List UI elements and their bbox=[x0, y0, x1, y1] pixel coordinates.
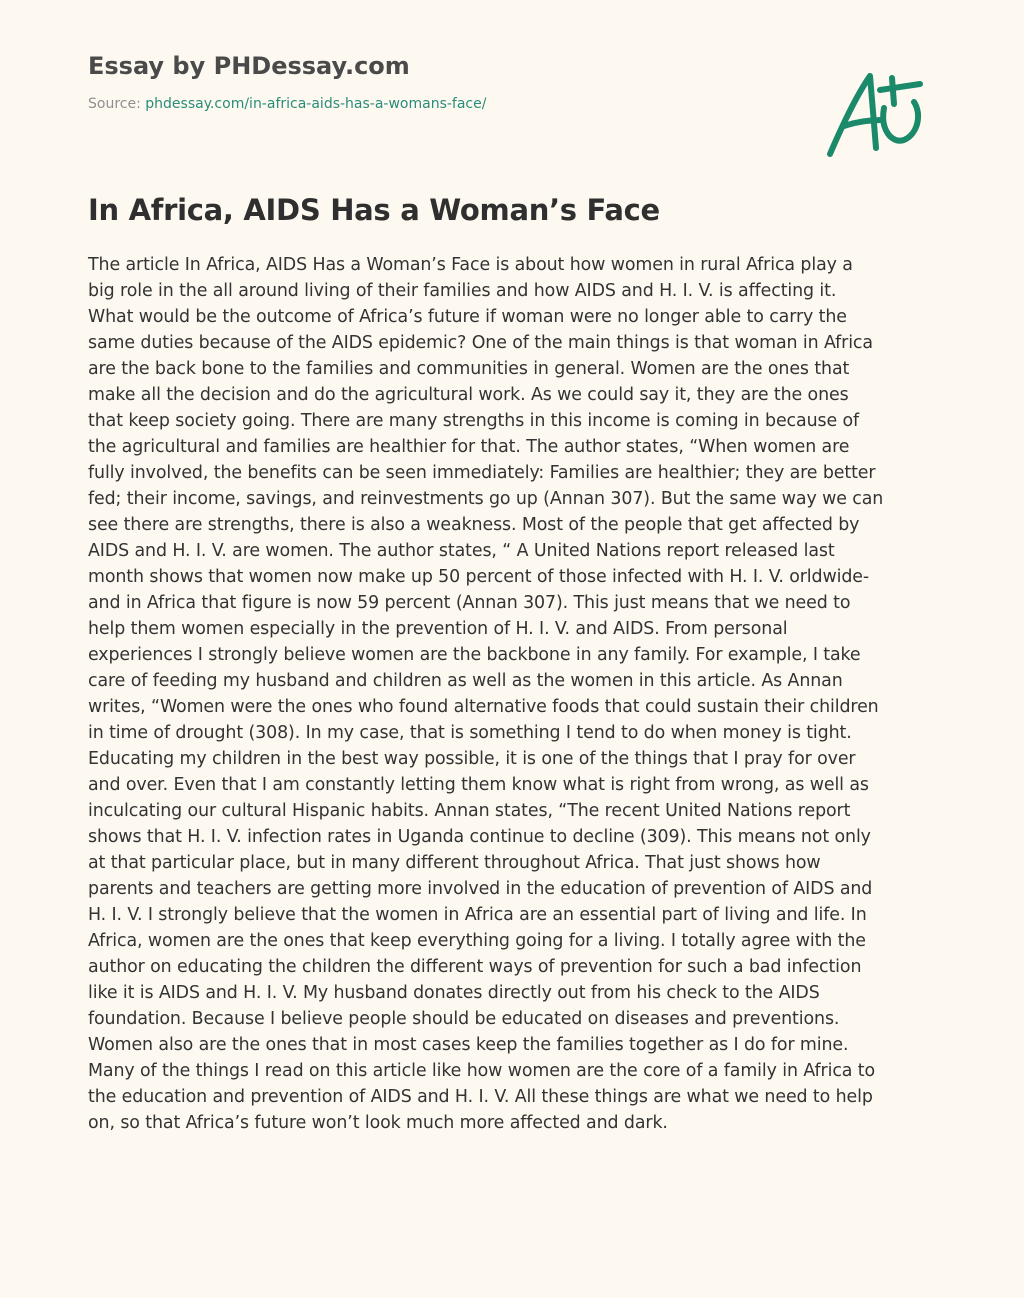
essay-line: are the back bone to the families and communities in general. Women are the ones that bbox=[88, 359, 850, 379]
essay-line: shows that H. I. V. infection rates in Uganda continue to decline (309). This means not only bbox=[88, 827, 871, 847]
essay-line: the education and prevention of AIDS and H. I. V. All these things are what we need to help bbox=[88, 1087, 873, 1107]
essay-body bbox=[88, 252, 948, 1136]
essay-line: Africa, women are the ones that keep everything going for a living. I totally agree with the bbox=[88, 931, 866, 951]
essay-line: on, so that Africa’s future won’t look much more affected and dark. bbox=[88, 1113, 668, 1133]
essay-line: same duties because of the AIDS epidemic? One of the main things is that woman in Africa bbox=[88, 333, 873, 353]
essay-line: big role in the all around living of their families and how AIDS and H. I. V. is affecting it. bbox=[88, 281, 837, 301]
essay-line: Many of the things I read on this article like how women are the core of a family in Africa to bbox=[88, 1061, 876, 1081]
essay-line: writes, “Women were the ones who found alternative foods that could sustain their children bbox=[88, 697, 879, 717]
source-label: Source: bbox=[88, 96, 146, 112]
essay-line: author on educating the children the different ways of prevention for such a bad infection bbox=[88, 957, 862, 977]
essay-line: AIDS and H. I. V. are women. The author states, “ A United Nations report released last bbox=[88, 541, 835, 561]
essay-line: Women also are the ones that in most cases keep the families together as I do for mine. bbox=[88, 1035, 849, 1055]
essay-line: care of feeding my husband and children as well as the women in this article. As Annan bbox=[88, 671, 843, 691]
essay-line: Educating my children in the best way possible, it is one of the things that I pray for over bbox=[88, 749, 856, 769]
essay-line: the agricultural and families are healthier for that. The author states, “When women are bbox=[88, 437, 850, 457]
source-line bbox=[88, 94, 486, 114]
essay-title: In Africa, AIDS Has a Woman’s Face bbox=[88, 193, 660, 227]
essay-line: and in Africa that figure is now 59 percent (Annan 307). This just means that we need to bbox=[88, 593, 851, 613]
essay-line: inculcating our cultural Hispanic habits. Annan states, “The recent United Nations report bbox=[88, 801, 851, 821]
essay-line: like it is AIDS and H. I. V. My husband donates directly out from his check to the AIDS bbox=[88, 983, 820, 1003]
essay-line: foundation. Because I believe people should be educated on diseases and preventions. bbox=[88, 1009, 840, 1029]
essay-line: H. I. V. I strongly believe that the women in Africa are an essential part of living and life. In bbox=[88, 905, 867, 925]
site-title: Essay by PHDessay.com bbox=[88, 52, 410, 80]
essay-line: fed; their income, savings, and reinvestments go up (Annan 307). But the same way we can bbox=[88, 489, 884, 509]
essay-line: make all the decision and do the agricultural work. As we could say it, they are the ones bbox=[88, 385, 849, 405]
essay-line: The article In Africa, AIDS Has a Woman’s Face is about how women in rural Africa play a bbox=[88, 255, 853, 275]
essay-line: see there are strengths, there is also a weakness. Most of the people that get affected by bbox=[88, 515, 860, 535]
page-header bbox=[88, 50, 486, 114]
essay-line: help them women especially in the prevention of H. I. V. and AIDS. From personal bbox=[88, 619, 788, 639]
essay-line: fully involved, the benefits can be seen immediately: Families are healthier; they are better bbox=[88, 463, 876, 483]
essay-line: at that particular place, but in many different throughout Africa. That just shows how bbox=[88, 853, 821, 873]
essay-line: month shows that women now make up 50 percent of those infected with H. I. V. orldwide- bbox=[88, 567, 870, 587]
essay-line: experiences I strongly believe women are the backbone in any family. For example, I take bbox=[88, 645, 861, 665]
essay-line: parents and teachers are getting more involved in the education of prevention of AIDS and bbox=[88, 879, 873, 899]
essay-line: in time of drought (308). In my case, that is something I tend to do when money is tight. bbox=[88, 723, 852, 743]
essay-line: What would be the outcome of Africa’s future if woman were no longer able to carry the bbox=[88, 307, 847, 327]
a-plus-grade-icon bbox=[822, 64, 930, 160]
essay-line: and over. Even that I am constantly letting them know what is right from wrong, as well as bbox=[88, 775, 869, 795]
essay-line: that keep society going. There are many strengths in this income is coming in because of bbox=[88, 411, 860, 431]
source-link[interactable]: phdessay.com/in-africa-aids-has-a-womans-face/ bbox=[145, 96, 487, 112]
